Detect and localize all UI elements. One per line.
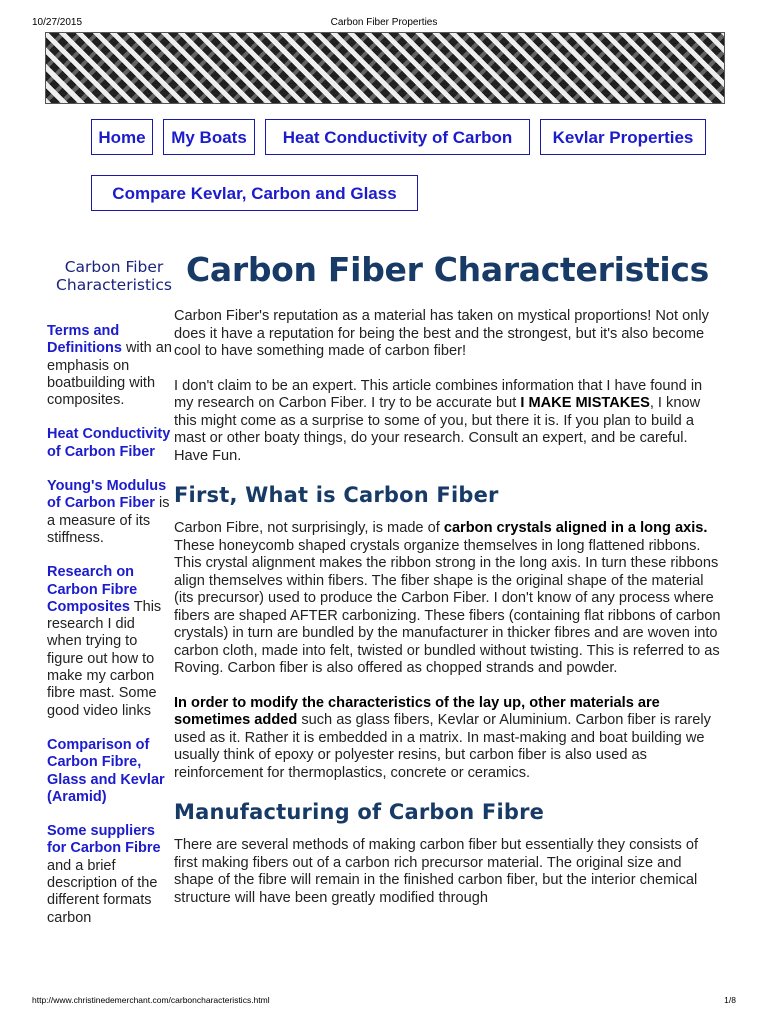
sidebar-text-youngs: is a measure of its stiffness. (47, 495, 170, 546)
sidebar-item-research (47, 564, 172, 720)
what-is-paragraph (174, 520, 722, 678)
modify-text: such as glass fibers, Kevlar or Aluminium. Carbon fiber is rarely used as it. Rather it is embedded in a matrix. In mast-making and boat building we usually think of epoxy or polyester resins, but carbon fiber is also used as reinforcement for thermoplastics, concrete or ceramics. (174, 712, 711, 781)
print-title: Carbon Fiber Properties (330, 17, 438, 28)
sidebar-text-terms: with an emphasis on boatbuilding with composites. (47, 340, 172, 409)
page-url: http://www.christinedemerchant.com/carboncharacteristics.html (32, 995, 270, 1005)
nav-heat-conductivity-button[interactable]: Heat Conductivity of Carbon (265, 119, 530, 155)
nav-compare-button[interactable]: Compare Kevlar, Carbon and Glass (91, 175, 418, 211)
sidebar-link-terms[interactable]: Terms and Definitions (47, 323, 122, 357)
what-is-text-a: Carbon Fibre, not surprisingly, is made of (174, 520, 444, 536)
main-content (174, 308, 722, 924)
sidebar-link-research[interactable]: Research on Carbon Fibre Composites (47, 564, 138, 615)
print-date: 10/27/2015 (32, 17, 83, 28)
sidebar-item-suppliers (47, 823, 172, 927)
manufacturing-paragraph: There are several methods of making carbon fiber but essentially they consists of first making fibers out of a carbon rich precursor material. The original size and shape of the fibre will remain in the finished carbon fiber, but the interior chemical structure will have been greatly modified through (174, 837, 699, 906)
modify-emphasis: In order to modify the characteristics of the lay up, other materials are sometimes added (174, 694, 660, 728)
print-header (32, 17, 736, 29)
nav-my-boats-button[interactable]: My Boats (163, 119, 255, 155)
page-number: 1/8 (724, 995, 736, 1005)
disclaimer-text-a: I don't claim to be an expert. This article combines information that I have found in my research on Carbon Fiber. I try to be accurate but (174, 377, 703, 411)
print-footer (32, 995, 736, 1005)
what-is-text-c: These honeycomb shaped crystals organize themselves in long flattened ribbons. This crystal alignment makes the ribbon strong in the long axis. In turn these ribbons align themselves within fibers. The fiber shape is the original shape of the material (its precursor) used to produce the Carbon Fiber. I don't know of any process where fibers are shaped AFTER carbonizing. These fibers (containing flat ribbons of carbon crystals) in turn are bundled by the manufacturer in thicker fibres and are woven into carbon cloth, made into felt, twisted or bundled without twisting. This is referred to as Roving. Carbon fiber is also offered as chopped strands and powder. (174, 537, 721, 676)
disclaimer-text-c: , I know this might come as a surprise to some of you, but there it is. If you plan to build a mast or other boaty things, do your research. Consult an expert, and be careful. Have Fun. (174, 395, 701, 464)
intro-paragraph: Carbon Fiber's reputation as a material has taken on mystical proportions! Not only does it have a reputation for being the best and the strongest, but it's also become cool to have something made of carbon fiber! (174, 308, 709, 359)
nav-home-button[interactable]: Home (91, 119, 153, 155)
what-is-emphasis: carbon crystals aligned in a long axis. (443, 520, 708, 536)
sidebar-item-terms (47, 323, 172, 409)
sidebar-title (44, 258, 184, 294)
sidebar-link-suppliers[interactable]: Some suppliers for Carbon Fibre (47, 823, 161, 857)
sidebar-text-suppliers: and a brief description of the different formats carbon (47, 857, 158, 926)
sidebar-link-heat[interactable]: Heat Conductivity of Carbon Fiber (47, 426, 171, 460)
sidebar-item-heat (47, 426, 172, 461)
sidebar-link-comparison[interactable]: Comparison of Carbon Fibre, Glass and Kevlar (Aramid) (47, 736, 165, 805)
disclaimer-paragraph (174, 378, 722, 466)
nav-kevlar-properties-button[interactable]: Kevlar Properties (540, 119, 706, 155)
sidebar-text-research: This research I did when trying to figure out how to make my carbon fibre mast. Some good video links (47, 598, 162, 719)
sidebar-title-line1: Carbon Fiber (64, 258, 164, 276)
sidebar-title-line2: Characteristics (56, 276, 172, 294)
disclaimer-emphasis: I MAKE MISTAKES (520, 395, 650, 411)
modify-paragraph (174, 695, 722, 783)
page-title: Carbon Fiber Characteristics (186, 250, 710, 289)
carbon-weave-banner (45, 32, 725, 104)
sidebar-item-youngs (47, 478, 172, 547)
sidebar-link-youngs[interactable]: Young's Modulus of Carbon Fiber (47, 478, 167, 512)
section-heading-what-is: First, What is Carbon Fiber (174, 483, 499, 507)
section-heading-manufacturing: Manufacturing of Carbon Fibre (174, 800, 545, 824)
sidebar-item-comparison (47, 737, 172, 806)
sidebar (47, 323, 172, 944)
